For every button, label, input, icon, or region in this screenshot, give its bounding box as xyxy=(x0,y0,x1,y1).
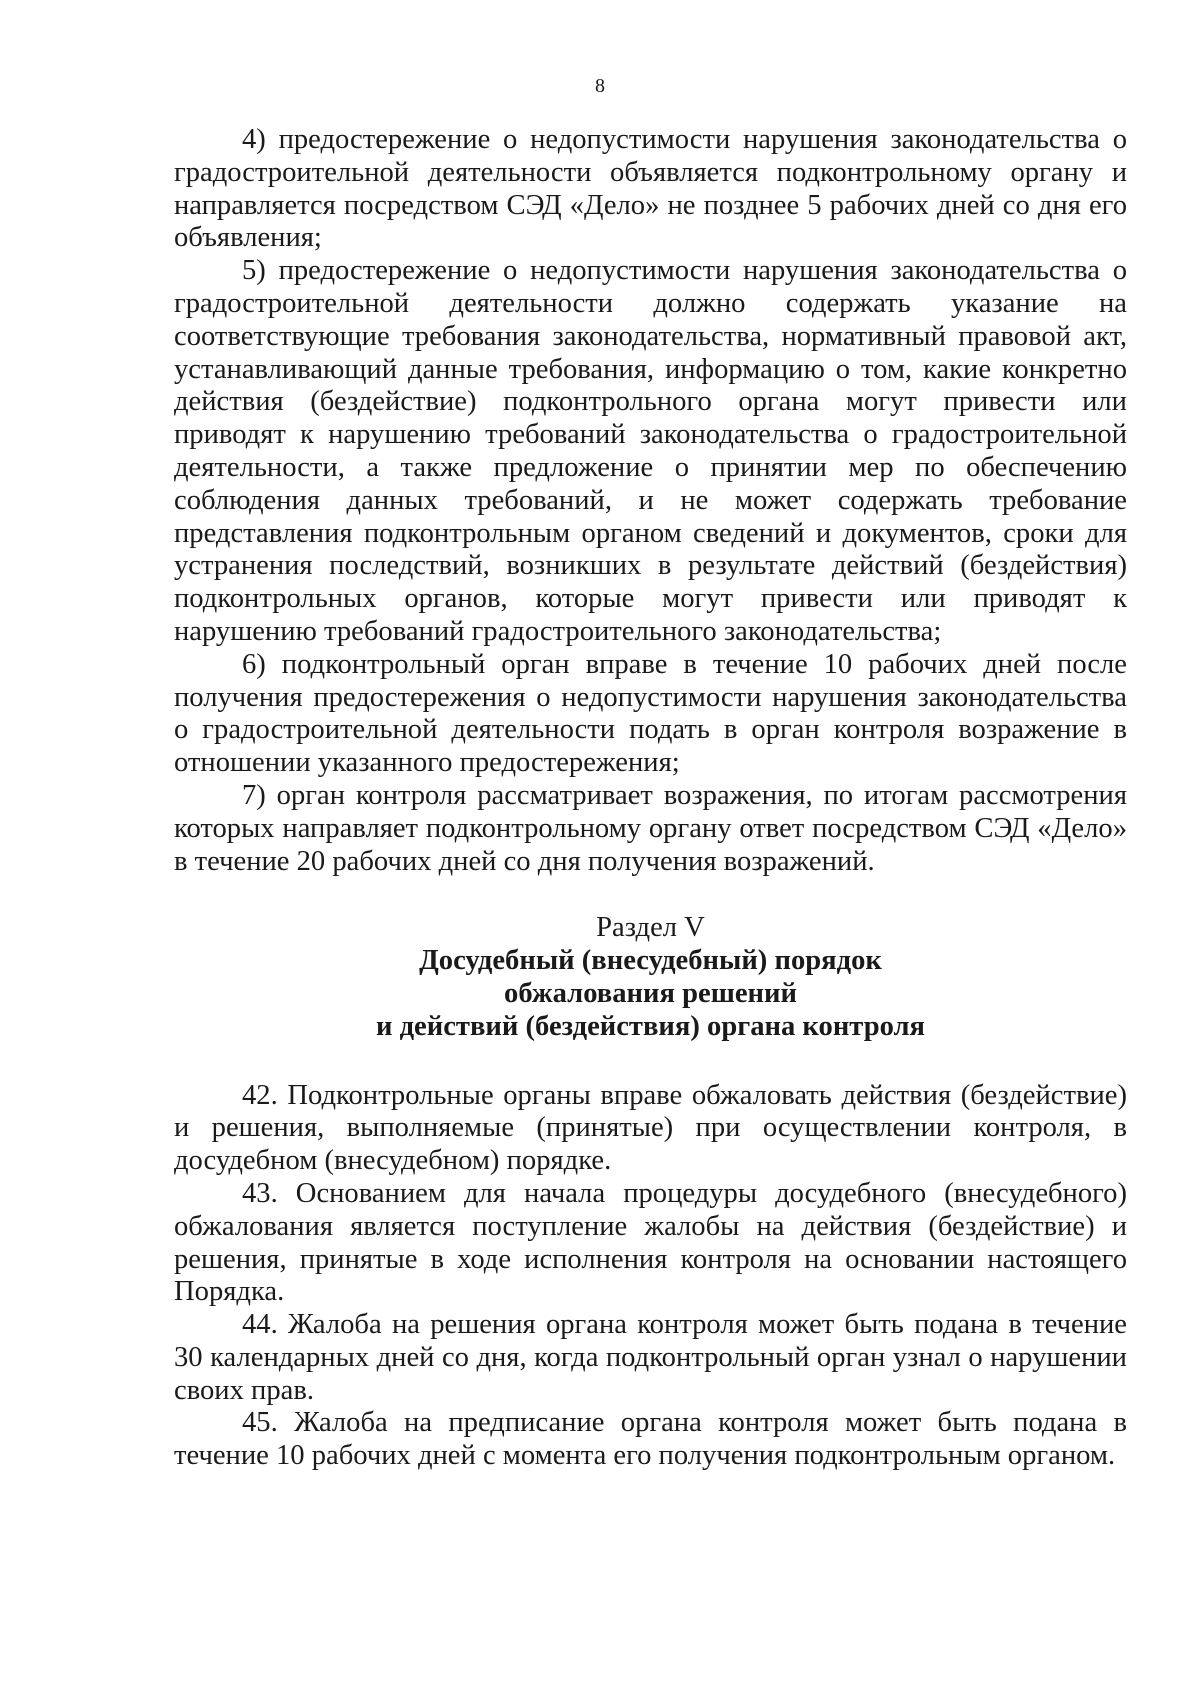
paragraph-44: 44. Жалоба на решения органа контроля может быть подана в течение 30 календарных дней со дня, когда подконтрольный орган узнал о нарушении своих прав. xyxy=(174,1309,1127,1406)
paragraph-45: 45. Жалоба на предписание органа контроля может быть подана в течение 10 рабочих дней с момента его получения подконтрольным органом. xyxy=(174,1407,1127,1472)
paragraph-42: 42. Подконтрольные органы вправе обжаловать действия (бездействие) и решения, выполняемые (принятые) при осуществлении контроля, в досудебном (внесудебном) порядке. xyxy=(174,1079,1127,1177)
paragraph-43: 43. Основанием для начала процедуры досудебного (внесудебного) обжалования является поступление жалобы на действия (бездействие) и решения, принятые в ходе исполнения контроля на основании настоящего Порядка. xyxy=(174,1177,1127,1308)
document-body xyxy=(174,124,1127,1473)
page-number: 8 xyxy=(595,75,605,97)
section-title-line-1: Досудебный (внесудебный) порядок xyxy=(419,945,882,977)
paragraph-item-6: 6) подконтрольный орган вправе в течение 10 рабочих дней после получения предостережения о недопустимости нарушения законодательства о градостроительной деятельности подать в орган контроля возражение в отношении указанного предостережения; xyxy=(174,648,1127,779)
section-title-line-3: и действий (бездействия) органа контроля xyxy=(375,1010,926,1042)
spacer xyxy=(174,1044,1127,1080)
section-title-line-2: обжалования решений xyxy=(504,977,797,1009)
paragraph-item-5: 5) предостережение о недопустимости нарушения законодательства о градостроительной деятельности должно содержать указание на соответствующие требования законодательства, нормативный правовой акт, устанавливающий данные требования, информацию о том, какие конкретно действия (бездействие) подконтрольного органа могут привести или приводят к нарушению требований законодательства о градостроительной деятельности, а также предложение о принятии мер по обеспечению соблюдения данных требований, и не может содержать требование представления подконтрольным органом сведений и документов, сроки для устранения последствий, возникших в результате действий (бездействия) подконтрольных органов, которые могут привести или приводят к нарушению требований градостроительного законодательства; xyxy=(174,255,1127,647)
paragraph-item-4: 4) предостережение о недопустимости нарушения законодательства о градостроительной деятельности объявляется подконтрольному органу и направляется посредством СЭД «Дело» не позднее 5 рабочих дней со дня его объявления; xyxy=(174,124,1127,254)
paragraph-item-7: 7) орган контроля рассматривает возражения, по итогам рассмотрения которых направляет подконтрольному органу ответ посредством СЭД «Дело» в течение 20 рабочих дней со дня получения возражений. xyxy=(174,779,1127,877)
section-label: Раздел V xyxy=(596,912,705,944)
spacer xyxy=(174,878,1127,912)
section-heading xyxy=(174,912,1127,1043)
